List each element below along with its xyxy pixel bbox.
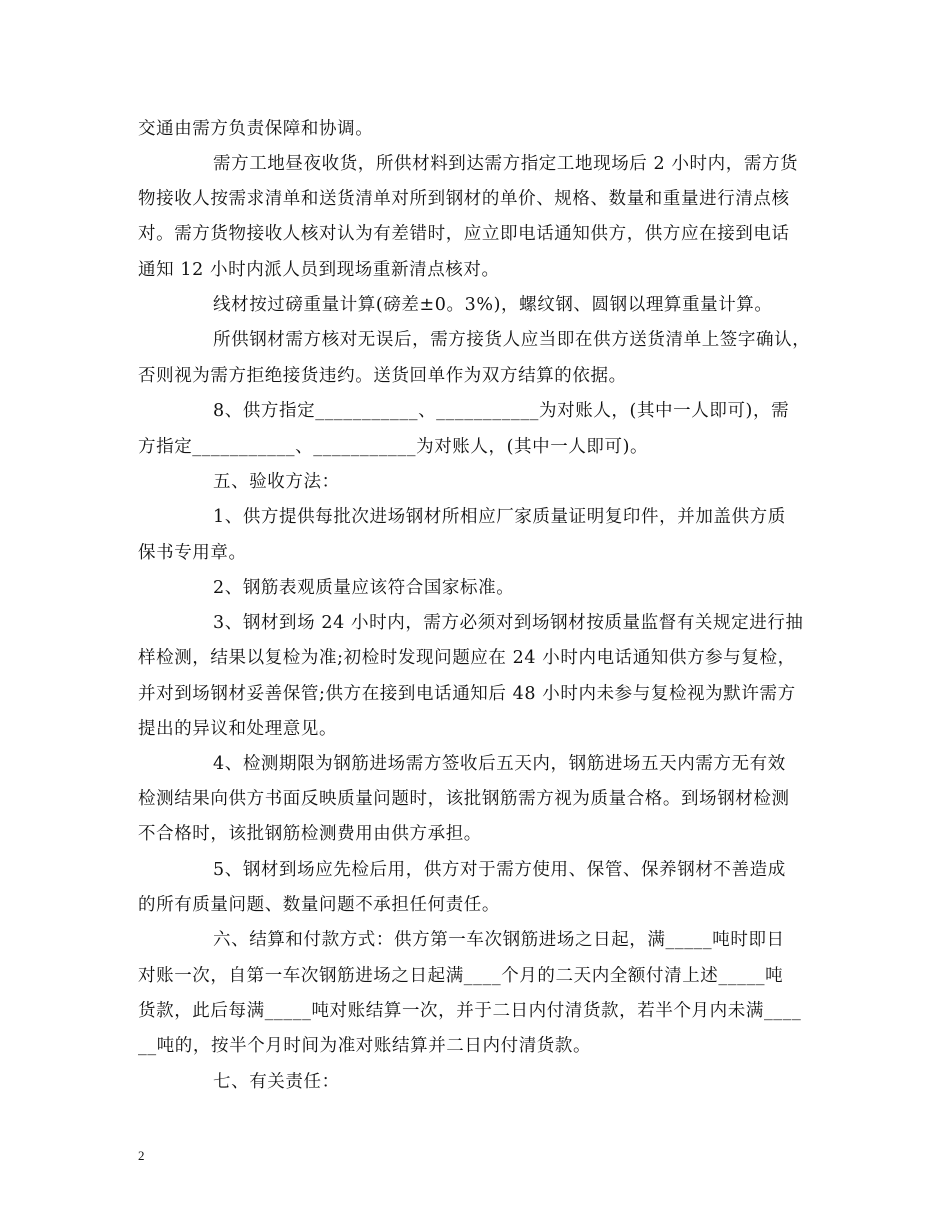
paragraph-line: 并对到场钢材妥善保管;供方在接到电话通知后 48 小时内未参与复检视为默许需方 [138, 684, 796, 704]
paragraph-line: 方指定___________、___________为对账人，(其中一人即可)。 [138, 437, 649, 457]
paragraph-line: 8、供方指定___________、___________为对账人，(其中一人即可)，需 [213, 401, 790, 421]
paragraph-line: __吨的，按半个月时间为准对账结算并二日内付清货款。 [138, 1036, 592, 1056]
page-number: 2 [138, 1148, 145, 1163]
paragraph-line: 物接收人按需求清单和送货清单对所到钢材的单价、规格、数量和重量进行清点核 [138, 189, 790, 209]
paragraph-line: 提出的异议和处理意见。 [138, 719, 338, 739]
paragraph-line: 保书专用章。 [138, 543, 247, 563]
paragraph-line: 不合格时，该批钢筋检测费用由供方承担。 [138, 824, 482, 844]
paragraph-line: 5、钢材到场应先检后用，供方对于需方使用、保管、保养钢材不善造成 [213, 860, 786, 880]
section-heading: 六、结算和付款方式：供方第一车次钢筋进场之日起，满_____吨时即日 [213, 930, 785, 950]
paragraph-line: 检测结果向供方书面反映质量问题时，该批钢筋需方视为质量合格。到场钢材检测 [138, 789, 790, 809]
section-heading: 五、验收方法： [213, 472, 340, 492]
paragraph-line: 4、检测期限为钢筋进场需方签收后五天内，钢筋进场五天内需方无有效 [213, 754, 786, 774]
paragraph-line: 1、供方提供每批次进场钢材所相应厂家质量证明复印件，并加盖供方质 [213, 507, 786, 527]
paragraph-line: 3、钢材到场 24 小时内，需方必须对到场钢材按质量监督有关规定进行抽 [213, 613, 804, 633]
paragraph-line: 否则视为需方拒绝接货违约。送货回单作为双方结算的依据。 [138, 366, 627, 386]
paragraph-line: 需方工地昼夜收货，所供材料到达需方指定工地现场后 2 小时内，需方货 [213, 154, 799, 174]
paragraph-line: 所供钢材需方核对无误后，需方接货人应当即在供方送货清单上签字确认， [213, 330, 811, 350]
paragraph-line: 样检测，结果以复检为准;初检时发现问题应在 24 小时内电话通知供方参与复检， [138, 648, 796, 668]
paragraph-line: 对。需方货物接收人核对认为有差错时，应立即电话通知供方，供方应在接到电话 [138, 224, 790, 244]
paragraph-line: 交通由需方负责保障和协调。 [138, 119, 374, 139]
paragraph-line: 对账一次，自第一车次钢筋进场之日起满____个月的二天内全额付清上述_____吨 [138, 966, 784, 986]
paragraph-line: 2、钢筋表观质量应该符合国家标准。 [213, 578, 515, 598]
paragraph-line: 的所有质量问题、数量问题不承担任何责任。 [138, 895, 500, 915]
paragraph-line: 货款，此后每满_____吨对账结算一次，并于二日内付清货款，若半个月内未满____ [138, 1001, 802, 1021]
paragraph-line: 通知 12 小时内派人员到现场重新清点核对。 [138, 260, 500, 280]
paragraph-line: 线材按过磅重量计算(磅差±0。3%)，螺纹钢、圆钢以理算重量计算。 [213, 295, 773, 315]
section-heading: 七、有关责任： [213, 1072, 340, 1092]
